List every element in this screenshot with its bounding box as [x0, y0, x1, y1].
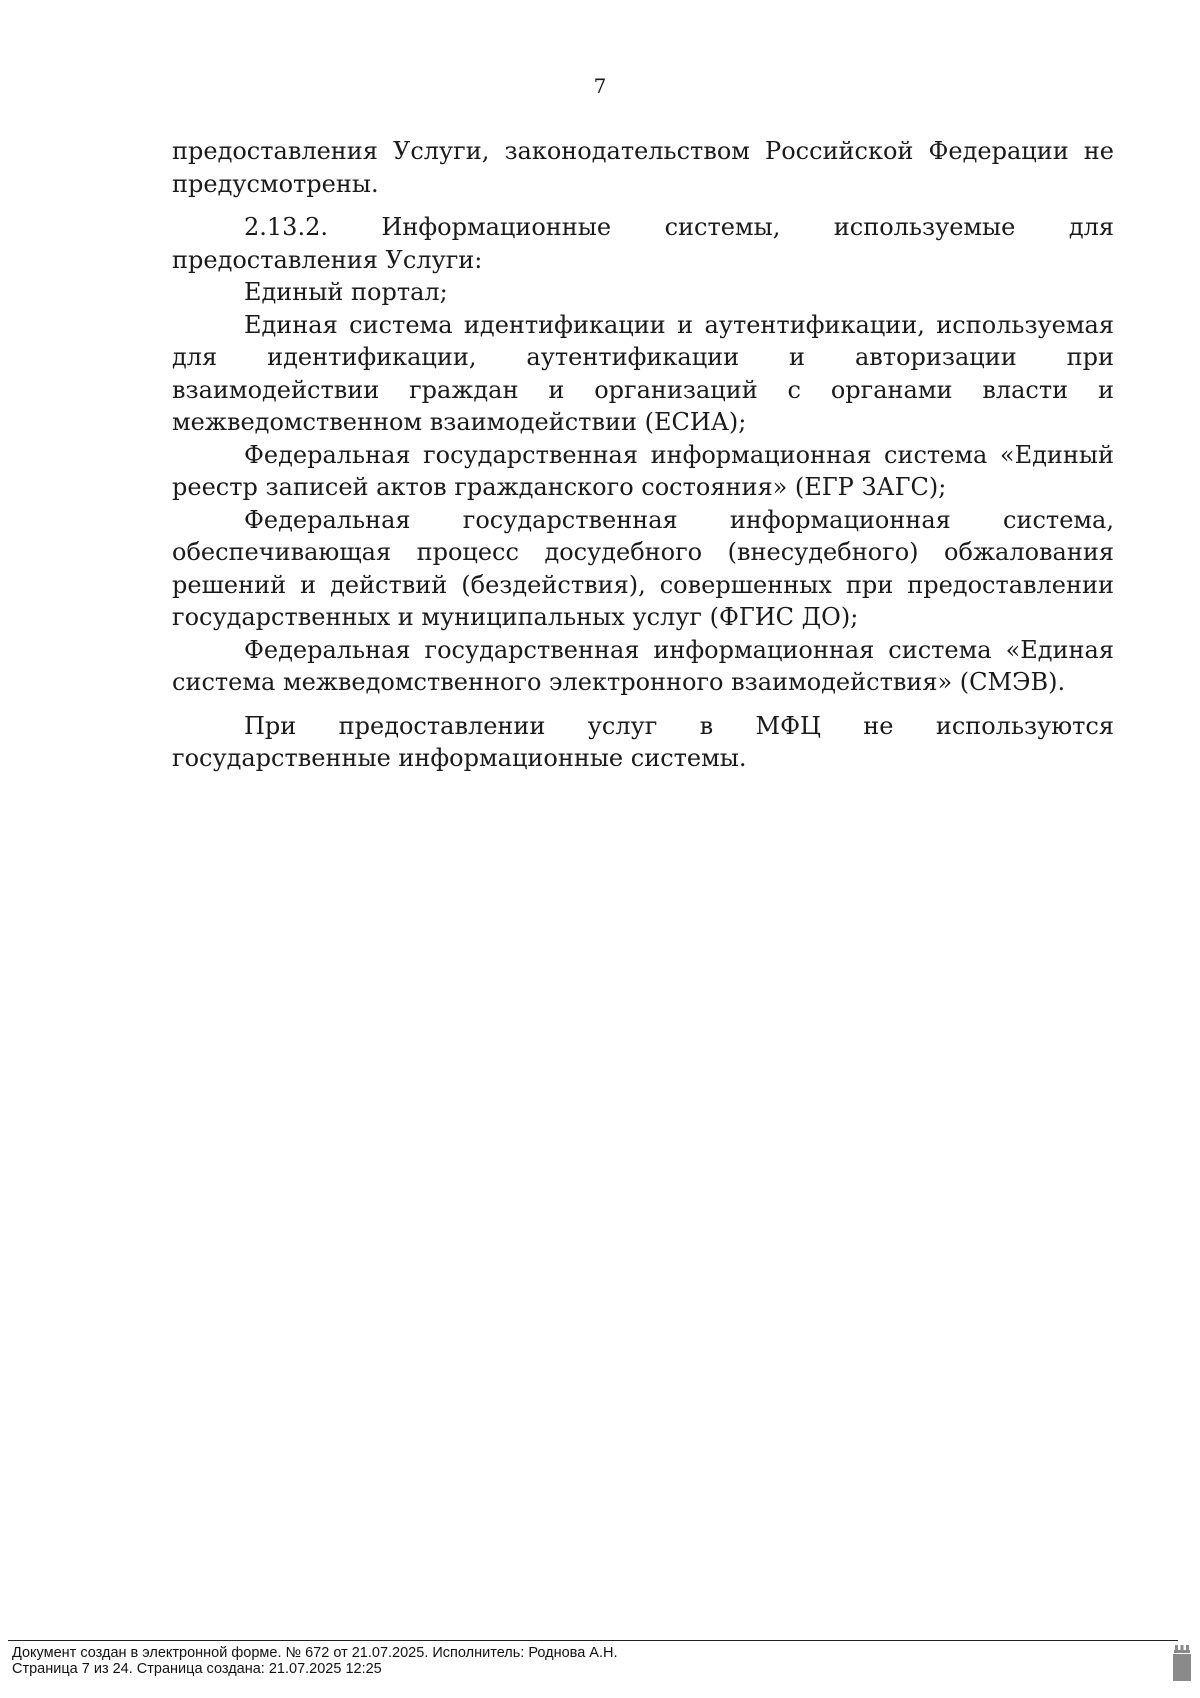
list-item-smev: Федеральная государственная информационная система «Единая система межведомственного электронного взаимодействия» (СМЭВ). — [172, 635, 1114, 696]
paragraph-mfc: При предоставлении услуг в МФЦ не используются государственные информационные системы. — [172, 711, 1114, 772]
paragraph-services-continuation: предоставления Услуги, законодательством Российской Федерации не предусмотрены. — [172, 137, 1114, 198]
footer-page-info: Страница 7 из 24. Страница создана: 21.07.2025 12:25 — [12, 1661, 382, 1677]
page-number: 7 — [593, 74, 607, 98]
list-item-egr-zags: Федеральная государственная информационная система «Единый реестр записей актов гражданского состояния» (ЕГР ЗАГС); — [172, 440, 1114, 501]
list-item-unified-portal: Единый портал; — [244, 278, 448, 306]
document-body — [172, 135, 1114, 775]
coat-of-arms-icon — [1171, 1645, 1193, 1681]
footer-divider — [8, 1640, 1178, 1641]
footer-document-info: Документ создан в электронной форме. № 672 от 21.07.2025. Исполнитель: Роднова А.Н. — [12, 1645, 618, 1661]
document-footer — [12, 1645, 1132, 1677]
paragraph-section-2-13-2: 2.13.2. Информационные системы, используемые для предоставления Услуги: — [172, 213, 1114, 274]
list-item-esia: Единая система идентификации и аутентификации, используемая для идентификации, аутентификации и авторизации при взаимодействии граждан и организаций с органами власти и межведомственном взаимодействии (ЕСИА); — [172, 310, 1114, 436]
list-item-fgis-do: Федеральная государственная информационная система, обеспечивающая процесс досудебного (внесудебного) обжалования решений и действий (бездействия), совершенных при предоставлении государственных и муниципальных услуг (ФГИС ДО); — [172, 505, 1114, 631]
